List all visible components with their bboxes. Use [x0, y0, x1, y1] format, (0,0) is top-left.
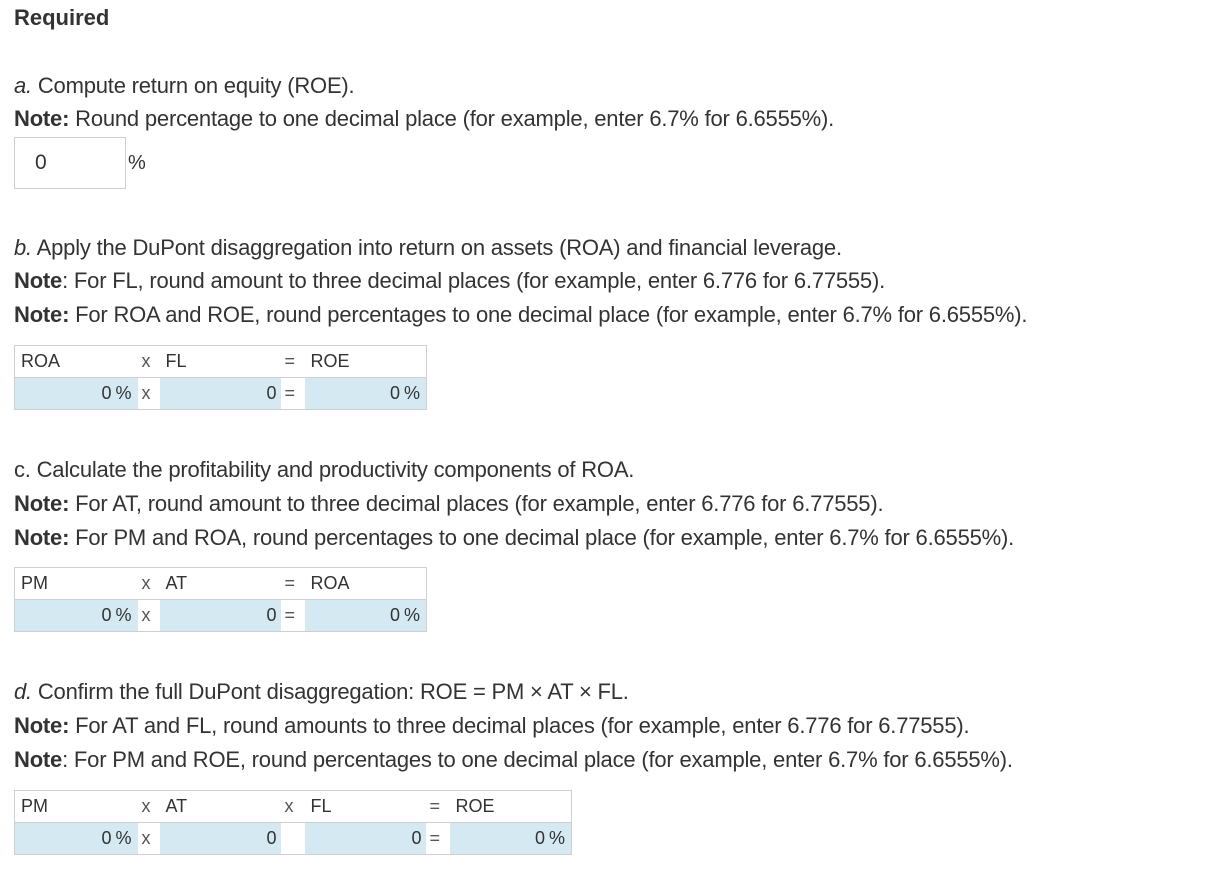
table-header-row: [15, 791, 572, 823]
fl-input[interactable]: [305, 824, 426, 854]
col-header-fl: FL: [160, 346, 281, 378]
note-c-1-label: Note:: [14, 491, 70, 516]
note-d-1-label: Note:: [14, 713, 70, 738]
note-b-2: [14, 302, 1027, 328]
table-header-row: [15, 346, 427, 378]
equals-sign: =: [426, 823, 450, 855]
roe-cell: [450, 823, 572, 855]
table-value-row: [15, 378, 427, 410]
roe-result-input[interactable]: [305, 379, 404, 409]
note-b-1-text: : For FL, round amount to three decimal places (for example, enter 6.776 for 6.77555).: [62, 268, 886, 293]
note-a-text: Round percentage to one decimal place (for example, enter 6.7% for 6.6555%).: [69, 106, 835, 131]
multiply-sign: x: [138, 568, 160, 600]
note-d-1-text: For AT and FL, round amounts to three decimal places (for example, enter 6.776 for 6.77555).: [69, 713, 970, 738]
page-heading: Required: [14, 5, 110, 30]
col-header-roe: ROE: [450, 791, 572, 823]
multiply-sign: x: [138, 600, 160, 632]
at-input[interactable]: [160, 601, 281, 631]
note-c-1-text: For AT, round amount to three decimal places (for example, enter 6.776 for 6.77555).: [69, 491, 884, 516]
blank-cell: [281, 823, 305, 855]
pm-unit: %: [115, 828, 132, 848]
question-b: [14, 235, 842, 261]
roe-input[interactable]: [14, 137, 126, 189]
note-c-2: [14, 525, 1014, 551]
multiply-sign: x: [281, 791, 305, 823]
note-d-2-label: Note: [14, 747, 63, 772]
question-c: c. Calculate the profitability and productivity components of ROA.: [14, 457, 635, 482]
table-value-row: [15, 600, 427, 632]
full-dupont-table: [14, 790, 572, 855]
roa-result-input[interactable]: [305, 601, 404, 631]
col-header-roe: ROE: [305, 346, 427, 378]
roe-unit: %: [128, 152, 146, 174]
roa-unit: %: [403, 605, 420, 625]
note-b-1: [14, 268, 885, 294]
multiply-sign: x: [138, 823, 160, 855]
question-d-prefix: d.: [14, 679, 32, 704]
note-d-2: [14, 747, 1013, 773]
pm-cell: [15, 823, 138, 855]
note-c-1: [14, 491, 883, 517]
col-header-pm: PM: [15, 568, 138, 600]
table-header-row: [15, 568, 427, 600]
question-a-text: Compute return on equity (ROE).: [31, 73, 355, 98]
roe-result-input[interactable]: [450, 824, 549, 854]
multiply-sign: x: [138, 346, 160, 378]
equals-sign: =: [426, 791, 450, 823]
question-d: [14, 679, 629, 705]
question-a-prefix: a.: [14, 73, 32, 98]
col-header-at: AT: [160, 791, 281, 823]
fl-input[interactable]: [160, 379, 281, 409]
question-a: [14, 73, 354, 99]
pm-cell: [15, 600, 138, 632]
note-c-2-text: For PM and ROA, round percentages to one decimal place (for example, enter 6.7% for 6.6555%).: [69, 525, 1015, 550]
roa-unit: %: [115, 383, 132, 403]
roa-components-table: [14, 567, 427, 632]
equals-sign: =: [281, 346, 305, 378]
note-b-2-text: For ROA and ROE, round percentages to one decimal place (for example, enter 6.7% for 6.6555%).: [69, 302, 1028, 327]
note-c-2-label: Note:: [14, 525, 70, 550]
note-a: [14, 106, 834, 132]
at-input[interactable]: [160, 824, 281, 854]
question-d-text: Confirm the full DuPont disaggregation: ROE = PM × AT × FL.: [31, 679, 629, 704]
note-a-label: Note:: [14, 106, 70, 131]
note-b-2-label: Note:: [14, 302, 70, 327]
pm-unit: %: [115, 605, 132, 625]
question-b-text: Apply the DuPont disaggregation into return on assets (ROA) and financial leverage.: [31, 235, 842, 260]
multiply-sign: x: [138, 378, 160, 410]
equals-sign: =: [281, 568, 305, 600]
roe-cell: [305, 378, 427, 410]
note-b-1-label: Note: [14, 268, 63, 293]
roa-cell: [15, 378, 138, 410]
col-header-fl: FL: [305, 791, 426, 823]
roa-input[interactable]: [15, 379, 115, 409]
col-header-pm: PM: [15, 791, 138, 823]
equals-sign: =: [281, 600, 305, 632]
dupont-roa-fl-table: [14, 345, 427, 410]
fl-cell: [305, 823, 426, 855]
table-value-row: [15, 823, 572, 855]
at-cell: [160, 823, 281, 855]
note-d-2-text: : For PM and ROE, round percentages to one decimal place (for example, enter 6.7% for 6.6555%).: [62, 747, 1013, 772]
roe-unit: %: [548, 828, 565, 848]
question-b-prefix: b.: [14, 235, 32, 260]
pm-input[interactable]: [15, 824, 115, 854]
note-d-1: [14, 713, 969, 739]
col-header-at: AT: [160, 568, 281, 600]
roe-unit: %: [403, 383, 420, 403]
equals-sign: =: [281, 378, 305, 410]
fl-cell: [160, 378, 281, 410]
at-cell: [160, 600, 281, 632]
pm-input[interactable]: [15, 601, 115, 631]
roa-cell: [305, 600, 427, 632]
col-header-roa: ROA: [305, 568, 427, 600]
multiply-sign: x: [138, 791, 160, 823]
col-header-roa: ROA: [15, 346, 138, 378]
